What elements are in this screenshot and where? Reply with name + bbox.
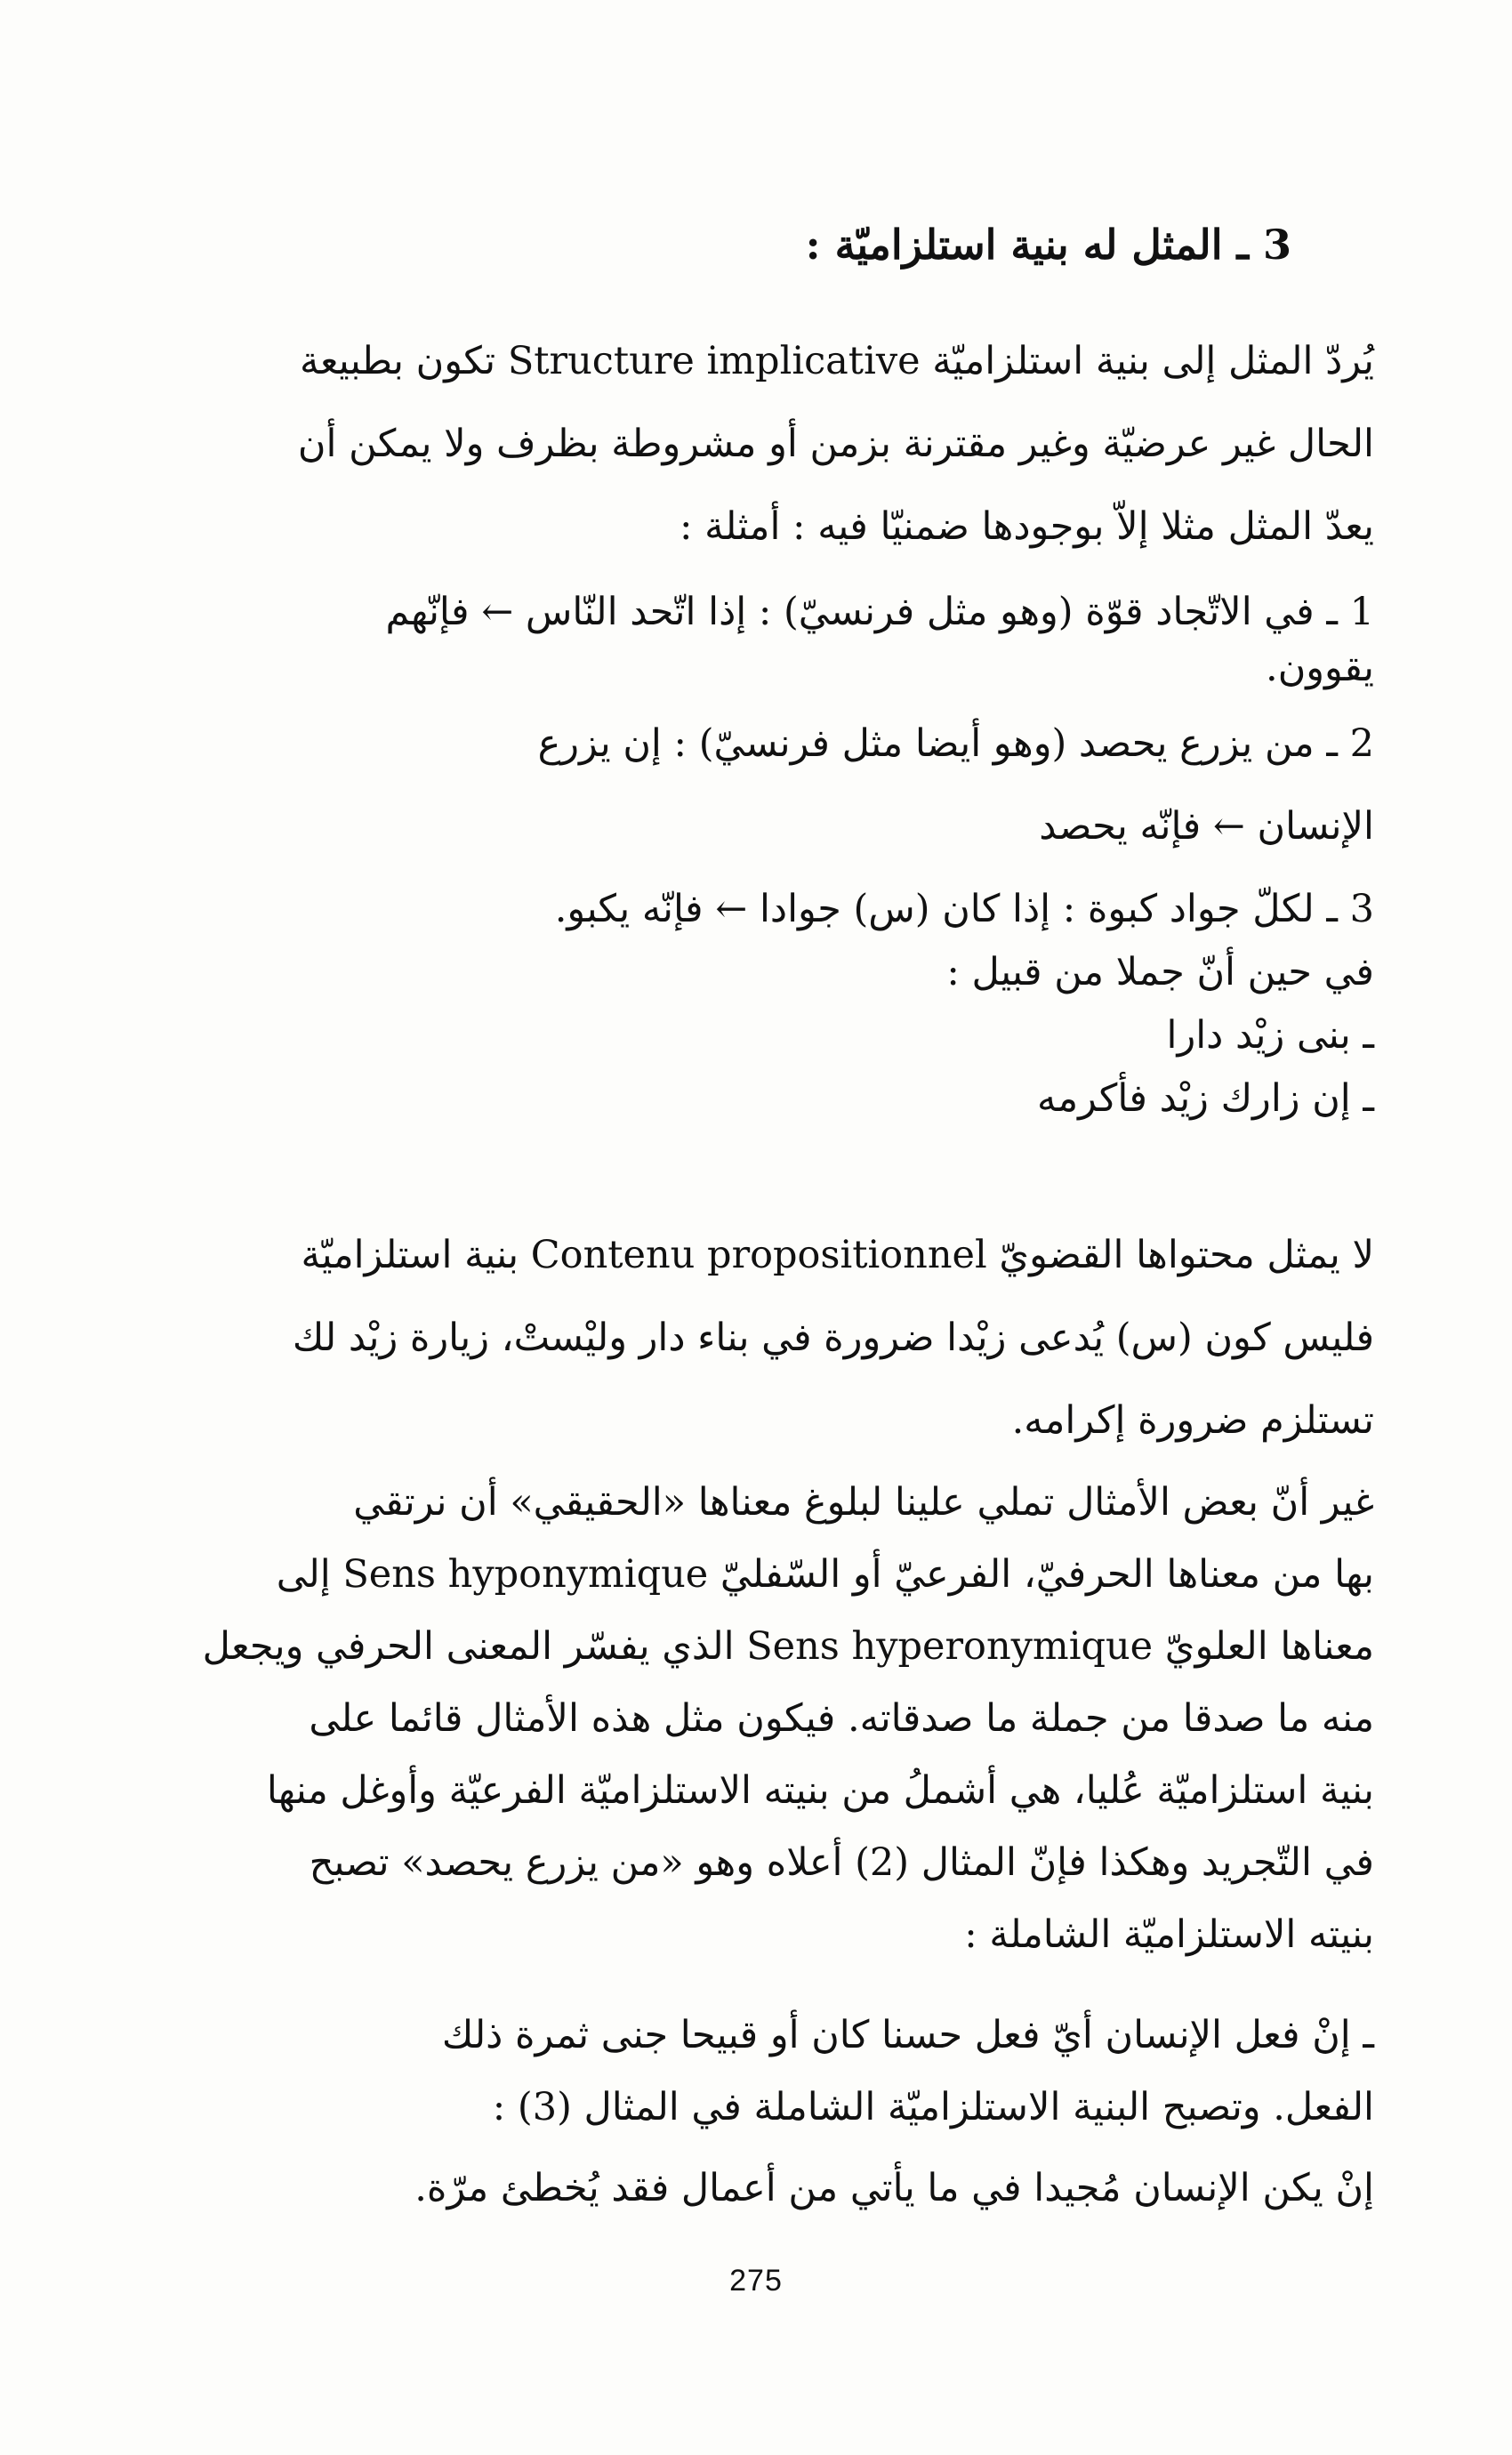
paragraph-conclusion xyxy=(169,1994,1374,2230)
text-line: فليس كون (س) يُدعى زيْدا ضرورة في بناء دار وليْستْ، زيارة زيْد لك xyxy=(292,1316,1374,1360)
text-line: بنية استلزاميّة عُليا، هي أشملُ من بنيته الاستلزاميّة الفرعيّة وأوغل منها xyxy=(266,1768,1374,1813)
paragraph-propositional xyxy=(169,1214,1374,1462)
text-line: بها من معناها الحرفيّ، الفرعيّ أو السّفليّ Sens hyponymique إلى xyxy=(276,1552,1374,1597)
text-line: يُردّ المثل إلى بنية استلزاميّة Structure implicative تكون بطبيعة xyxy=(299,339,1374,383)
paragraph-hyperonymic xyxy=(169,1461,1374,1976)
text-line: لا يمثل محتواها القضويّ Contenu propositionnel بنية استلزاميّة xyxy=(301,1233,1374,1277)
text-line: منه ما صدقا من جملة ما صدقاته. فيكون مثل هذه الأمثال قائما على xyxy=(309,1696,1374,1741)
text-line: يعدّ المثل مثلا إلاّ بوجودها ضمنيّا فيه : أمثلة : xyxy=(679,504,1374,549)
section-heading: 3 ـ المثل له بنية استلزاميّة : xyxy=(805,221,1291,269)
text-line: الحال غير عرضيّة وغير مقترنة بزمن أو مشروطة بظرف ولا يمكن أن xyxy=(297,422,1374,466)
text-line: معناها العلويّ Sens hyperonymique الذي يفسّر المعنى الحرفي ويجعل xyxy=(202,1624,1374,1669)
example-2: 2 ـ من يزرع يحصد (وهو أيضا مثل فرنسيّ) : إن يزرع xyxy=(537,721,1374,766)
contrast-example-1: ـ بنى زيْد دارا xyxy=(1166,1013,1374,1058)
example-2-cont: الإنسان ← فإنّه يحصد xyxy=(1039,804,1374,849)
example-1-cont: يقوون. xyxy=(1266,646,1374,690)
text-line: بنيته الاستلزاميّة الشاملة : xyxy=(964,1912,1374,1957)
page-number: 275 xyxy=(729,2264,783,2298)
contrast-example-2: ـ إن زارك زيْد فأكرمه xyxy=(1037,1076,1374,1121)
text-line: الفعل. وتصبح البنية الاستلزاميّة الشاملة في المثال (3) : xyxy=(492,2085,1374,2129)
text-line: ـ إنْ فعل الإنسان أيّ فعل حسنا كان أو قبيحا جنى ثمرة ذلك xyxy=(441,2013,1374,2057)
example-1: 1 ـ في الاتّجاد قوّة (وهو مثل فرنسيّ) : إذا اتّحد النّاس ← فإنّهم xyxy=(385,590,1374,634)
text-line: تستلزم ضرورة إكرامه. xyxy=(1011,1398,1374,1443)
text-line: إنْ يكن الإنسان مُجيدا في ما يأتي من أعمال فقد يُخطئ مرّة. xyxy=(414,2166,1374,2210)
example-list xyxy=(169,571,1374,1140)
contrast-intro: في حين أنّ جملا من قبيل : xyxy=(946,950,1374,994)
text-line: غير أنّ بعض الأمثال تملي علينا لبلوغ معناها «الحقيقي» أن نرتقي xyxy=(353,1480,1374,1525)
text-line: في التّجريد وهكذا فإنّ المثال (2) أعلاه وهو «من يزرع يحصد» تصبح xyxy=(309,1840,1374,1885)
paragraph-definition xyxy=(169,320,1374,568)
example-3: 3 ـ لكلّ جواد كبوة : إذا كان (س) جوادا ← فإنّه يكبو. xyxy=(554,887,1374,931)
